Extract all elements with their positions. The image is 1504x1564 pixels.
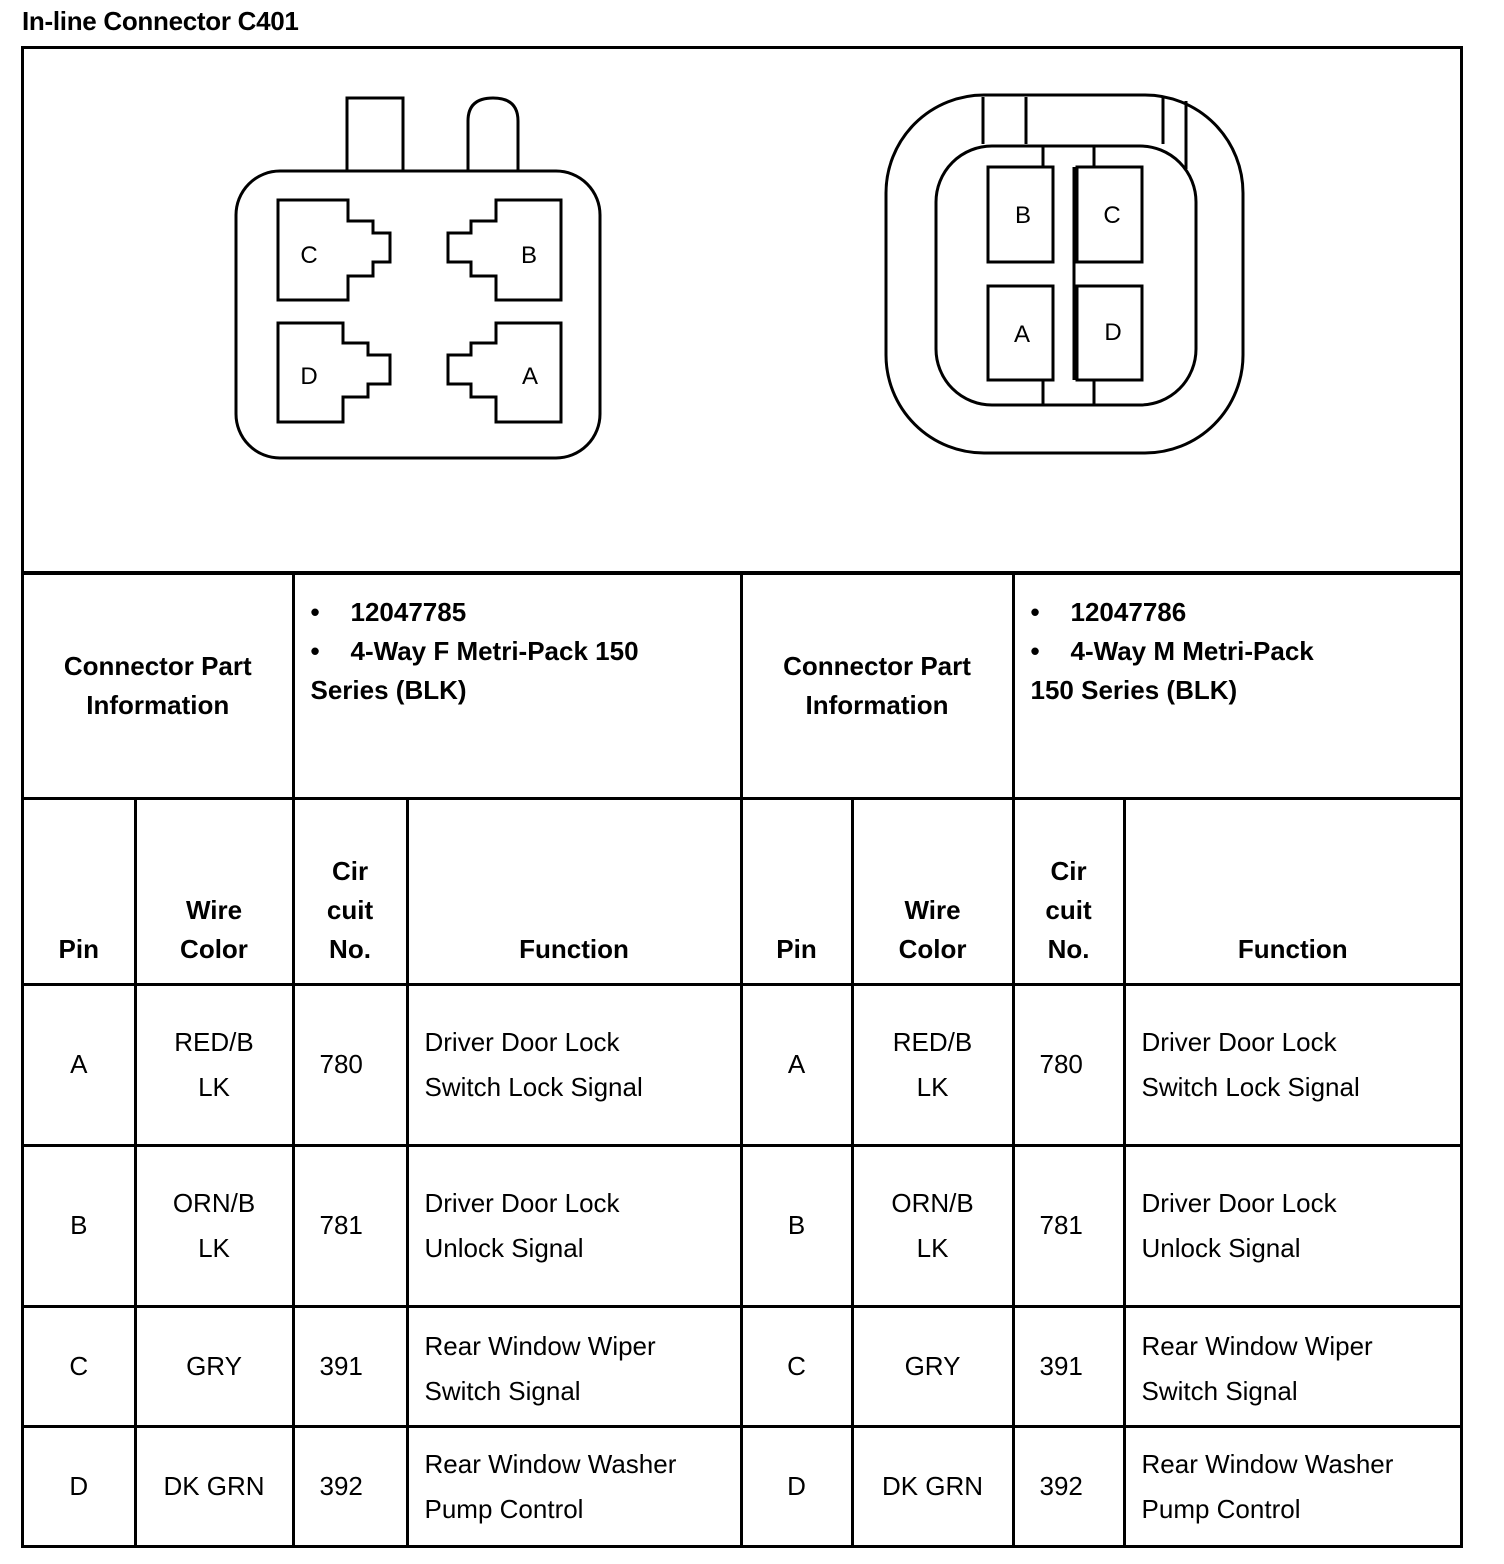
pinout-table	[24, 571, 1460, 1545]
male-pin-label-top-left: B	[1014, 202, 1032, 229]
column-header-row	[24, 798, 1460, 984]
wire-color-cell: RED/B LK	[852, 984, 1013, 1145]
header-pin: Pin	[741, 798, 852, 984]
wire-color-cell: ORN/B LK	[135, 1145, 293, 1306]
circuit-cell: 391	[293, 1306, 407, 1426]
function-cell: Rear Window Washer Pump Control	[1124, 1426, 1460, 1545]
pin-cell: A	[741, 984, 852, 1145]
part-description: 4-Way M Metri-Pack	[1070, 636, 1314, 666]
table-row	[24, 984, 1460, 1145]
part-info-label-female	[24, 573, 293, 798]
male-pin-label-top-right: C	[1103, 202, 1121, 229]
wire-color-cell: DK GRN	[135, 1426, 293, 1545]
header-circuit-no: Cir cuit No.	[1013, 798, 1124, 984]
wire-color-cell: RED/B LK	[135, 984, 293, 1145]
function-cell: Driver Door Lock Unlock Signal	[407, 1145, 741, 1306]
part-info-male	[1013, 573, 1460, 798]
function-cell: Rear Window Wiper Switch Signal	[407, 1306, 741, 1426]
part-info-label-line: Connector Part	[63, 650, 252, 681]
wire-color-cell: DK GRN	[852, 1426, 1013, 1545]
connector-frame	[21, 46, 1463, 1548]
pin-cell: B	[24, 1145, 135, 1306]
header-pin: Pin	[24, 798, 135, 984]
header-function: Function	[407, 798, 741, 984]
male-connector-face	[886, 95, 1243, 453]
pin-cell: D	[741, 1426, 852, 1545]
part-number: 12047785	[350, 597, 467, 627]
header-function: Function	[1124, 798, 1460, 984]
table-row	[24, 1306, 1460, 1426]
function-cell: Driver Door Lock Unlock Signal	[1124, 1145, 1460, 1306]
part-description-cont: Series (BLK)	[310, 675, 467, 705]
circuit-cell: 780	[1013, 984, 1124, 1145]
female-connector-face	[236, 98, 600, 458]
bullet: •	[310, 636, 320, 666]
part-info-label-line: Information	[86, 689, 230, 720]
table-row	[24, 1145, 1460, 1306]
wire-color-cell: ORN/B LK	[852, 1145, 1013, 1306]
female-pin-label-top-right: B	[520, 242, 538, 269]
pin-cell: C	[741, 1306, 852, 1426]
female-pin-label-top-left: C	[300, 242, 318, 269]
table-row	[24, 1426, 1460, 1545]
part-number: 12047786	[1070, 597, 1187, 627]
pin-cell: B	[741, 1145, 852, 1306]
wire-color-cell: GRY	[135, 1306, 293, 1426]
part-description-cont: 150 Series (BLK)	[1030, 675, 1238, 705]
function-cell: Driver Door Lock Switch Lock Signal	[407, 984, 741, 1145]
bullet: •	[310, 597, 320, 627]
male-pin-label-bottom-right: D	[1104, 319, 1122, 346]
page-title: In-line Connector C401	[22, 6, 299, 36]
pin-cell: C	[24, 1306, 135, 1426]
header-wire-color: Wire Color	[135, 798, 293, 984]
bullet: •	[1030, 636, 1040, 666]
connector-drawings-svg	[24, 49, 1460, 571]
female-pin-label-bottom-right: A	[521, 363, 539, 390]
part-info-female	[293, 573, 741, 798]
bullet: •	[1030, 597, 1040, 627]
part-info-label-line: Information	[805, 689, 949, 720]
circuit-cell: 781	[293, 1145, 407, 1306]
part-info-label-line: Connector Part	[783, 650, 971, 681]
part-info-label-male	[741, 573, 1013, 798]
pin-cell: D	[24, 1426, 135, 1545]
circuit-cell: 391	[1013, 1306, 1124, 1426]
circuit-cell: 392	[1013, 1426, 1124, 1545]
female-pin-label-bottom-left: D	[300, 363, 318, 390]
male-pin-label-bottom-left: A	[1013, 321, 1031, 348]
connector-diagrams	[24, 49, 1460, 571]
circuit-cell: 781	[1013, 1145, 1124, 1306]
circuit-cell: 392	[293, 1426, 407, 1545]
pin-cell: A	[24, 984, 135, 1145]
part-info-row	[24, 573, 1460, 798]
function-cell: Driver Door Lock Switch Lock Signal	[1124, 984, 1460, 1145]
function-cell: Rear Window Wiper Switch Signal	[1124, 1306, 1460, 1426]
circuit-cell: 780	[293, 984, 407, 1145]
function-cell: Rear Window Washer Pump Control	[407, 1426, 741, 1545]
header-circuit-no: Cir cuit No.	[293, 798, 407, 984]
part-description: 4-Way F Metri-Pack 150	[350, 636, 639, 666]
header-wire-color: Wire Color	[852, 798, 1013, 984]
wire-color-cell: GRY	[852, 1306, 1013, 1426]
